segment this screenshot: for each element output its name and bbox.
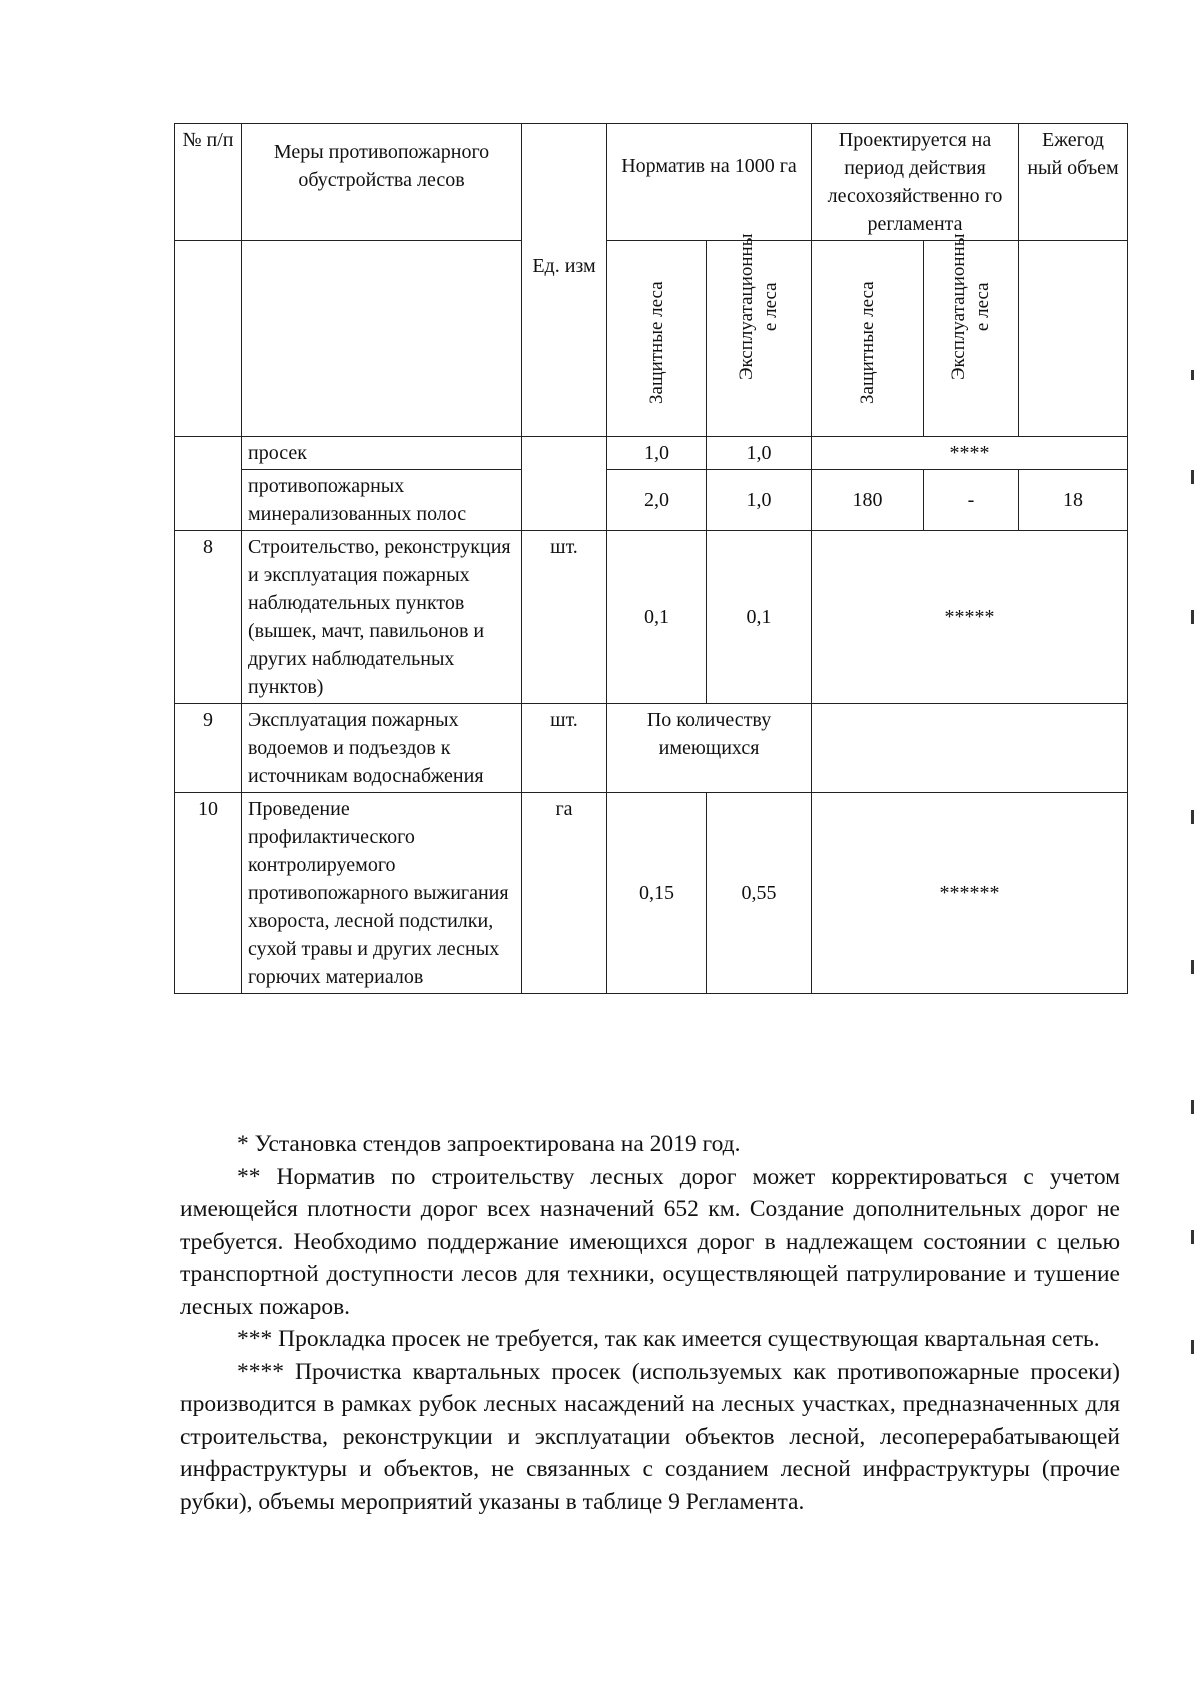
row-unit: шт. [522, 531, 607, 704]
row-num: 9 [175, 704, 242, 793]
subheader-proj-exploitation [924, 233, 1019, 437]
header-norm: Норматив на 1000 га [607, 124, 812, 241]
table-row [175, 470, 1128, 531]
row-norm-protective: 2,0 [607, 470, 707, 531]
row-norm-protective: 0,15 [607, 793, 707, 994]
header-num: № п/п [175, 124, 242, 241]
header-projected: Проектируется на период действия лесохозяйственно го регламента [812, 124, 1019, 241]
table-row [175, 793, 1128, 994]
row-unit: га [522, 793, 607, 994]
table-row [175, 437, 1128, 470]
row-name: Эксплуатация пожарных водоемов и подъездов к источникам водоснабжения [242, 704, 522, 793]
row-unit: шт. [522, 704, 607, 793]
row-num: 10 [175, 793, 242, 994]
scan-edge-mark [1191, 810, 1194, 824]
row-unit [522, 437, 607, 531]
rotated-label: Защитные леса [645, 281, 667, 404]
row-num [175, 437, 242, 531]
footnote: **** Прочистка квартальных просек (используемых как противопожарные просеки) производится в рамках рубок лесных насаждений на лесных участках, предназначенных для строительства, реконструкции и эксплуатации объектов лесной, лесоперерабатывающей инфраструктуры и объектов, не связанных с созданием лесной инфраструктуры (прочие рубки), объемы мероприятий указаны в таблице 9 Регламента. [180, 1358, 1120, 1515]
row-merged-value: ***** [812, 531, 1128, 704]
rotated-label: е леса [972, 282, 994, 332]
footnote: *** Прокладка просек не требуется, так как имеется существующая квартальная сеть. [237, 1326, 1100, 1352]
row-merged-value: ****** [812, 793, 1128, 994]
row-norm-exploitation: 0,1 [707, 531, 812, 704]
scan-edge-mark [1191, 960, 1194, 974]
table-row [175, 704, 1128, 793]
header-unit: Ед. изм [522, 124, 607, 437]
row-num: 8 [175, 531, 242, 704]
scan-edge-mark [1191, 1100, 1194, 1114]
footnote: ** Норматив по строительству лесных дорог может корректироваться с учетом имеющейся плотности дорог всех назначений 652 км. Создание дополнительных дорог не требуется. Необходимо поддержание имеющихся дорог в надлежащем состоянии с целью транспортной доступности лесов для техники, осуществляющей патрулирование и тушение лесных пожаров. [180, 1163, 1120, 1320]
rotated-label: Защитные леса [856, 281, 878, 404]
row-merged-value: **** [812, 437, 1128, 470]
subheader-norm-protective [607, 241, 707, 437]
table-subheader-row [175, 241, 1128, 437]
row-name: Строительство, реконструкция и эксплуатация пожарных наблюдательных пунктов (вышек, мачт, павильонов и других наблюдательных пунктов) [242, 531, 522, 704]
rotated-label: Эксплуатационны [736, 233, 757, 380]
row-norm-exploitation: 1,0 [707, 437, 812, 470]
row-norm-merged: По количеству имеющихся [607, 704, 812, 793]
rotated-label: Эксплуатационны [948, 233, 970, 380]
header-measures: Меры противопожарного обустройства лесов [242, 124, 522, 241]
row-name: просек [242, 437, 522, 470]
row-name: Проведение профилактического контролируемого противопожарного выжигания хвороста, лесной подстилки, сухой травы и других лесных горючих материалов [242, 793, 522, 994]
rotated-label: е леса [760, 282, 781, 332]
row-norm-exploitation: 1,0 [707, 470, 812, 531]
scan-edge-mark [1191, 1230, 1194, 1244]
fire-measures-table [174, 123, 1128, 994]
scan-edge-mark [1191, 610, 1194, 624]
footnote: * Установка стендов запроектирована на 2019 год. [237, 1131, 741, 1157]
subheader-norm-exploitation [707, 233, 812, 437]
header-annual: Ежегод ный объем [1019, 124, 1128, 241]
row-proj-exploitation: - [924, 470, 1019, 531]
scan-edge-mark [1191, 1340, 1194, 1354]
row-norm-exploitation: 0,55 [707, 793, 812, 994]
row-proj-protective: 180 [812, 470, 924, 531]
footnotes [180, 1128, 1120, 1518]
table-row [175, 531, 1128, 704]
row-annual: 18 [1019, 470, 1128, 531]
row-empty-merged [812, 704, 1128, 793]
row-norm-protective: 1,0 [607, 437, 707, 470]
subheader-proj-protective [812, 241, 924, 437]
row-name: противопожарных минерализованных полос [242, 470, 522, 531]
scan-edge-mark [1191, 370, 1194, 380]
scan-edge-mark [1191, 470, 1194, 484]
row-norm-protective: 0,1 [607, 531, 707, 704]
table-header-row [175, 124, 1128, 241]
